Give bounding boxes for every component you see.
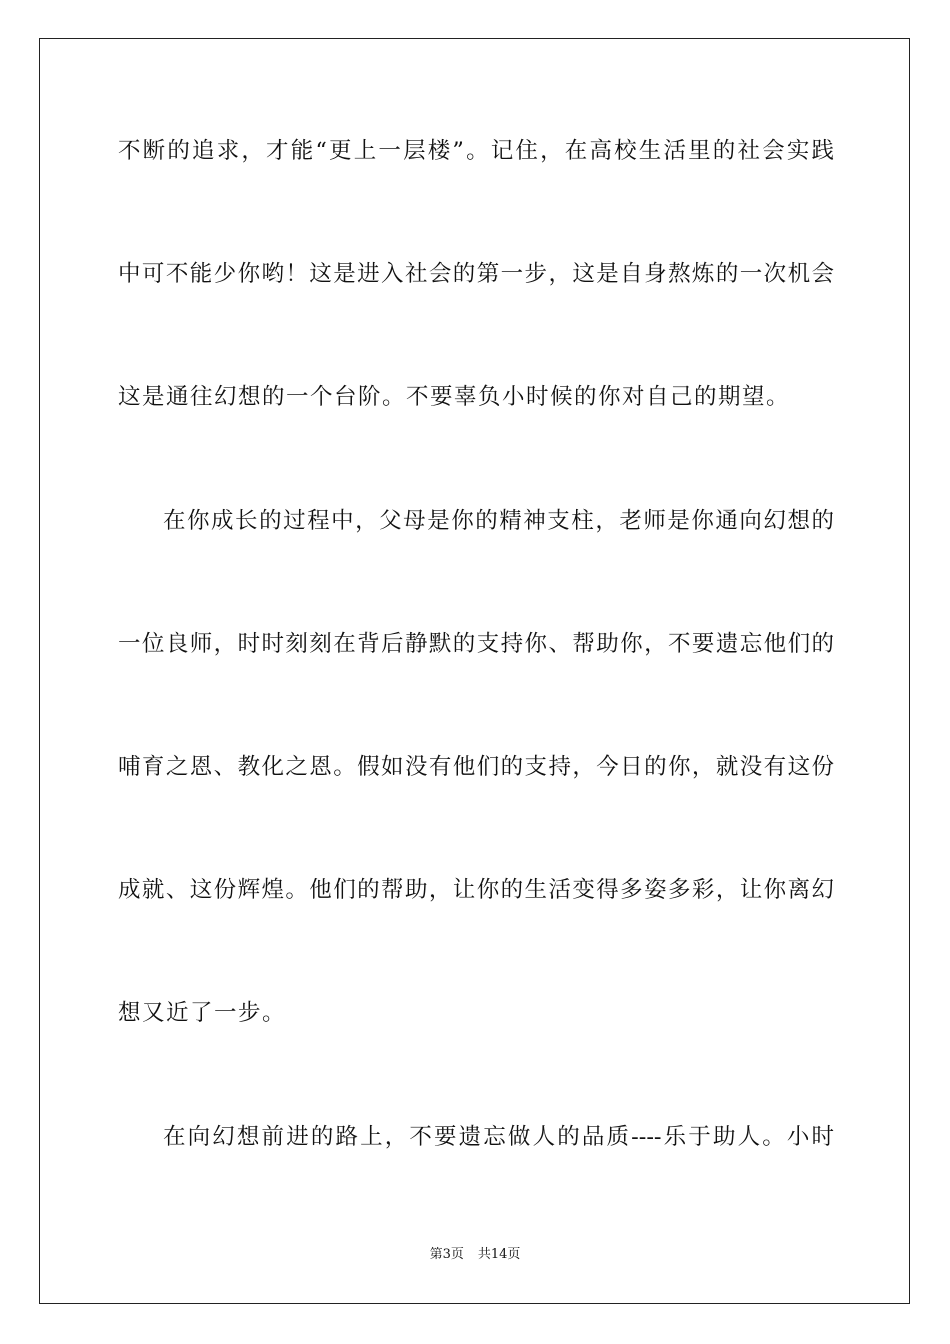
text-line: 想又近了一步。 <box>118 1000 287 1026</box>
text-line: 成就、这份辉煌。他们的帮助，让你的生活变得多姿多彩，让你离幻 <box>118 877 834 903</box>
page-border <box>39 38 910 1304</box>
text-line: 这是通往幻想的一个台阶。不要辜负小时候的你对自己的期望。 <box>118 384 791 410</box>
page-number: 第3页 <box>429 1247 464 1262</box>
text-line: 不断的追求，才能“更上一层楼”。记住，在高校生活里的社会实践 <box>118 138 834 164</box>
text-line: 一位良师，时时刻刻在背后静默的支持你、帮助你，不要遗忘他们的 <box>118 631 834 657</box>
text-line: 中可不能少你哟！这是进入社会的第一步，这是自身熬炼的一次机会 <box>118 261 834 287</box>
paragraph-first-line: 在向幻想前进的路上，不要遗忘做人的品质----乐于助人。小时 <box>163 1124 834 1150</box>
text-line: 哺育之恩、教化之恩。假如没有他们的支持，今日的你，就没有这份 <box>118 754 834 780</box>
page-footer <box>0 1246 950 1264</box>
page-total: 共14页 <box>477 1247 521 1262</box>
paragraph-first-line: 在你成长的过程中，父母是你的精神支柱，老师是你通向幻想的 <box>163 508 834 534</box>
